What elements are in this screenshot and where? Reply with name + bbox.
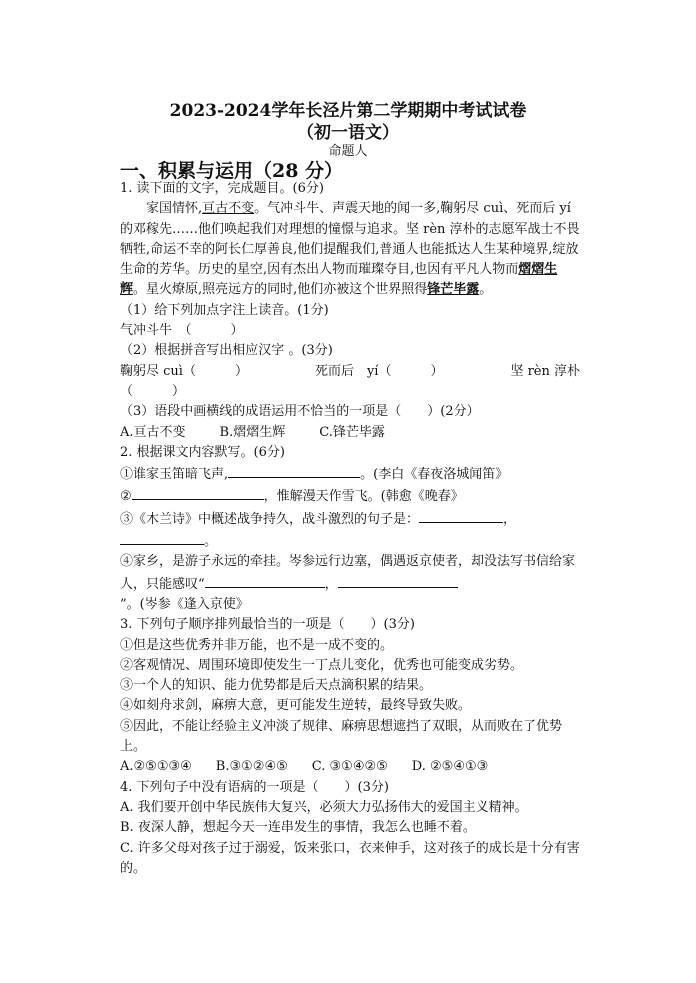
exam-content bbox=[120, 179, 580, 879]
answer-blank[interactable] bbox=[205, 573, 325, 588]
passage-part-c: 。星火燎原,照亮远方的同时,他们亦被这个世界照得 bbox=[133, 282, 428, 298]
passage-part-a: 家国情怀, bbox=[146, 201, 203, 217]
q1-sub2: （2）根据拼音写出相应汉字 。(3分) bbox=[120, 343, 333, 359]
passage-part-b: 。气冲斗牛、声震天地的闻一多,鞠躬尽 cuì、死而后 yí 的邓稼先……他们唤起我们对理想的憧憬与追求。坚 rèn 淳朴的志愿军战士不畏牺牲,命运不幸的阿长仁厚善良,他们提醒我们,普通人也能抵达人生某种境界,绽放生命的芳华。历史的星空,因有杰出人物而璀璨夺目,也因有平凡人物而 bbox=[120, 201, 580, 278]
q1-option-a: A.亘古不变 bbox=[120, 424, 186, 440]
q2-prompt: 2. 根据课文内容默写。(6分) bbox=[120, 444, 285, 460]
q2-line3-text-c: 。 bbox=[204, 534, 218, 550]
idiom-2: 熠熠生辉 bbox=[120, 262, 558, 298]
q2-line3-text-a: ③《木兰诗》中概述战争持久，战斗激烈的句子是： bbox=[120, 511, 420, 527]
answer-blank[interactable] bbox=[132, 485, 264, 500]
answer-blank[interactable] bbox=[120, 530, 204, 545]
q2-line-1 bbox=[120, 463, 580, 485]
q1-option-c: C.锋芒毕露 bbox=[319, 424, 385, 440]
answer-blank[interactable] bbox=[419, 508, 503, 523]
q3-option-c: C. ③①④②⑤ bbox=[311, 759, 388, 775]
q1-passage bbox=[120, 199, 580, 300]
q1-option-b: B.熠熠生辉 bbox=[219, 424, 286, 440]
q2-line-2 bbox=[120, 485, 580, 507]
q2-line1-text-a: ①谁家玉笛暗飞声, bbox=[120, 467, 229, 483]
q3-options bbox=[120, 757, 580, 777]
q4-option-a: A. 我们要开创中华民族伟大复兴，必须大力弘扬伟大的爱国主义精神。 bbox=[120, 799, 528, 815]
q3-option-b: B.③①②④⑤ bbox=[215, 759, 288, 775]
q3-option-a: A.②⑤①③④ bbox=[120, 759, 192, 775]
idiom-3: 锋芒毕露 bbox=[427, 282, 480, 298]
answer-blank[interactable] bbox=[228, 463, 360, 478]
q1-sub1: （1）给下列加点字注上读音。(1分) bbox=[120, 302, 329, 318]
q2-line-3 bbox=[120, 508, 580, 530]
exam-subtitle: （初一语文） bbox=[297, 123, 399, 143]
q3-sentence-5: ⑤因此，不能让经验主义冲淡了规律、麻痹思想遮挡了双眼，从而败在了优势上。 bbox=[120, 718, 563, 755]
exam-title: 2023-2024学年长泾片第二学期期中考试试卷 bbox=[169, 101, 527, 121]
q1-prompt: 1. 读下面的文字，完成题目。(6分) bbox=[120, 181, 324, 196]
q2-line-3b bbox=[120, 530, 580, 552]
q2-line4-text-a: ④家乡，是游子永远的牵挂。岑参远行边塞，偶遇返京使者，却没法写书信给家人，只能感叹“ bbox=[120, 554, 576, 592]
q1-options bbox=[120, 423, 580, 443]
sub2-item-1: 鞠躬尽 cuì（ ） bbox=[120, 363, 248, 379]
q1-sub1-item: 气冲斗牛 （ ） bbox=[120, 323, 244, 339]
q4-prompt: 4. 下列句子中没有语病的一项是（ ）(3分) bbox=[120, 779, 389, 795]
q2-line3-text-b: ， bbox=[503, 511, 517, 527]
q2-line-4 bbox=[120, 552, 580, 615]
q2-line1-text-b: 。(李白《春夜洛城闻笛》 bbox=[360, 467, 509, 483]
q3-prompt: 3. 下列句子顺序排列最恰当的一项是（ ）(3分) bbox=[120, 617, 415, 633]
q3-sentence-3: ③一个人的知识、能力优势都是后天点滴积累的结果。 bbox=[120, 678, 433, 694]
passage-part-d: 。 bbox=[479, 282, 493, 298]
q3-option-d: D. ②⑤④①③ bbox=[411, 759, 489, 775]
sub2-item-2: 死而后 yí（ ） bbox=[314, 363, 444, 379]
idiom-1: 亘古不变 bbox=[202, 201, 255, 217]
q3-sentence-2: ②客观情况、周围环境即使发生一丁点儿变化，优秀也可能变成劣势。 bbox=[120, 657, 524, 673]
q1-sub2-items bbox=[120, 362, 580, 382]
exam-setter: 命题人 bbox=[328, 144, 368, 159]
q1-sub3: （3）语段中画横线的成语运用不恰当的一项是（ ）(2分） bbox=[120, 404, 480, 420]
answer-blank[interactable] bbox=[338, 573, 458, 588]
q2-line4-text-b: ， bbox=[324, 576, 338, 592]
q3-sentence-4: ④如刻舟求剑，麻痹大意，更可能发生逆转，最终导致失败。 bbox=[120, 698, 472, 714]
q3-sentence-1: ①但是这些优秀并非万能，也不是一成不变的。 bbox=[120, 637, 394, 653]
sub2-item-3: 坚 rèn 淳朴 bbox=[510, 363, 580, 379]
q4-option-b: B. 夜深人静，想起今天一连串发生的事情，我怎么也睡不着。 bbox=[120, 820, 476, 836]
sub2-item-3-paren: （ ） bbox=[120, 383, 186, 399]
section-heading: 一、积累与运用（28 分） bbox=[120, 160, 344, 182]
q2-line2-text-a: ② bbox=[120, 489, 132, 505]
q2-line2-text-b: ，惟解漫天作雪飞。(韩愈《晚春》 bbox=[263, 489, 464, 505]
q4-option-c: C. 许多父母对孩子过于溺爱，饭来张口，衣来伸手，这对孩子的成长是十分有害的。 bbox=[120, 840, 580, 876]
q2-line4-text-c: ”。(岑参《逢入京使》 bbox=[120, 596, 249, 612]
